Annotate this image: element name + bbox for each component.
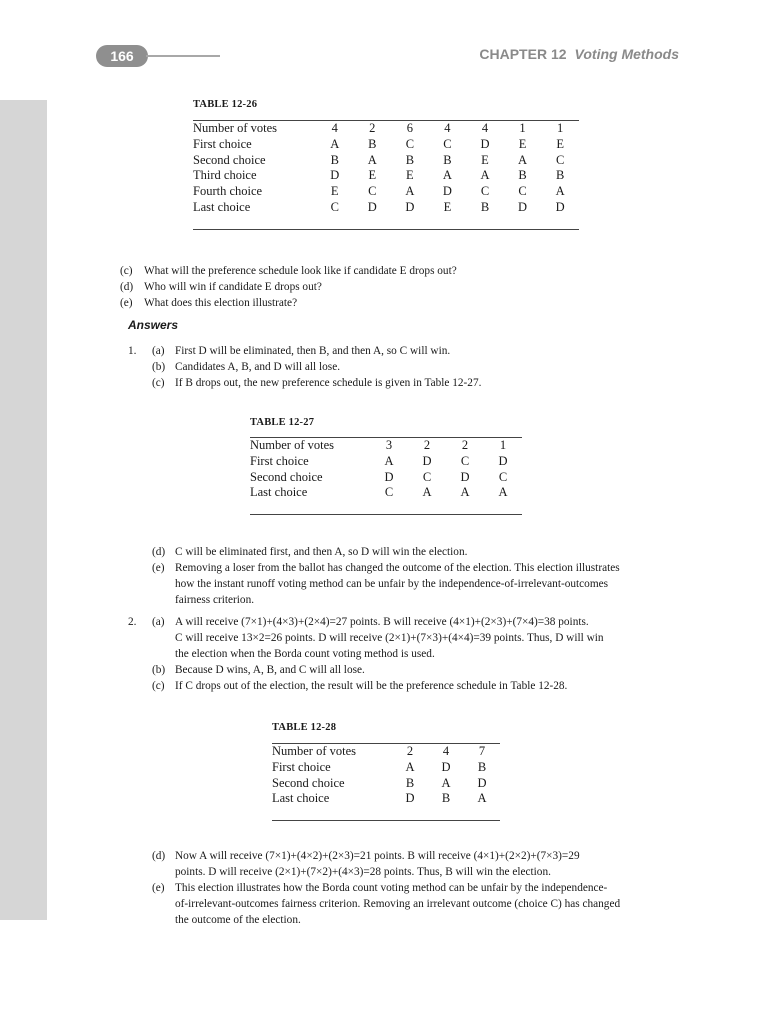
- answer-1-number: 1.: [128, 345, 137, 357]
- answer-1a-label: (a): [152, 345, 165, 357]
- table-row: [193, 184, 579, 200]
- table-row: [193, 121, 579, 137]
- table-row: [193, 200, 579, 229]
- answer-2e-line-2: of-irrelevant-outcomes fairness criterion. Removing an irrelevant outcome (choice C) has changed: [175, 898, 621, 910]
- table-cell: 7: [464, 744, 500, 760]
- table-cell: E: [481, 152, 489, 167]
- row-label: Second choice: [193, 152, 266, 167]
- table-row: [250, 454, 522, 470]
- answer-1b-text: Candidates A, B, and D will all lose.: [175, 361, 341, 373]
- table-cell: 1: [541, 121, 579, 137]
- table-cell: A: [446, 485, 484, 514]
- table-cell: E: [330, 184, 339, 199]
- table-cell: A: [555, 184, 565, 199]
- table-12-26: [193, 120, 579, 230]
- answer-1c-label: (c): [152, 377, 165, 389]
- answer-1a: [152, 343, 451, 359]
- table-cell: B: [466, 200, 504, 229]
- table-cell: 2: [392, 744, 428, 760]
- table-cell: D: [441, 759, 451, 774]
- table-cell: 2: [446, 438, 484, 454]
- table-cell: A: [480, 168, 490, 183]
- table-row: [250, 438, 522, 454]
- table-row: [272, 791, 500, 820]
- table-cell: E: [518, 136, 527, 151]
- table-cell: E: [368, 168, 377, 183]
- question-c-label: (c): [120, 265, 133, 277]
- table-cell: E: [429, 200, 467, 229]
- table-cell: D: [384, 469, 394, 484]
- table-cell: B: [330, 152, 339, 167]
- table-cell: C: [368, 184, 377, 199]
- answer-2e-line-3: the outcome of the election.: [175, 914, 301, 926]
- question-d-text: Who will win if candidate E drops out?: [144, 281, 322, 293]
- answer-2b: [152, 662, 365, 678]
- answer-2a: [152, 614, 604, 660]
- table-cell: A: [408, 485, 446, 514]
- table-cell: A: [484, 485, 522, 514]
- table-cell: 2: [354, 121, 392, 137]
- table-cell: 1: [504, 121, 542, 137]
- table-row: [250, 485, 522, 514]
- table-cell: D: [392, 791, 428, 820]
- answer-1e-label: (e): [152, 562, 165, 574]
- question-d-label: (d): [120, 281, 134, 293]
- answer-1b: [152, 359, 341, 375]
- answer-2a-line-1: A will receive (7×1)+(4×3)+(2×4)=27 points. B will receive (4×1)+(2×3)+(7×4)=38 points.: [175, 616, 589, 628]
- table-cell: C: [555, 152, 565, 167]
- answer-1d-label: (d): [152, 546, 166, 558]
- question-e: [120, 295, 298, 311]
- question-e-text: What does this election illustrate?: [144, 297, 298, 309]
- answer-1b-label: (b): [152, 361, 166, 373]
- page-number: 166: [96, 45, 148, 67]
- answer-2d: [152, 848, 580, 878]
- table-row: [193, 168, 579, 184]
- table-cell: B: [405, 152, 415, 167]
- table-12-27-title: TABLE 12-27: [250, 417, 315, 428]
- table-cell: 3: [370, 438, 408, 454]
- answer-2a-line-3: the election when the Borda count voting method is used.: [175, 648, 435, 660]
- table-cell: 2: [408, 438, 446, 454]
- answers-heading: Answers: [128, 318, 179, 332]
- answer-1d-text: C will be eliminated first, and then A, so D will win the election.: [175, 546, 468, 558]
- row-label: Number of votes: [250, 438, 370, 454]
- table-cell: 1: [484, 438, 522, 454]
- table-cell: D: [330, 168, 340, 183]
- table-cell: E: [406, 168, 414, 183]
- table-cell: B: [555, 168, 565, 183]
- answer-2e-line-1: This election illustrates how the Borda count voting method can be unfair by the independence-: [175, 882, 608, 894]
- row-label: Number of votes: [193, 121, 316, 137]
- row-label: Second choice: [272, 775, 345, 790]
- answer-1d: [152, 544, 468, 560]
- answer-2b-label: (b): [152, 664, 166, 676]
- table-cell: D: [391, 200, 429, 229]
- row-label: Second choice: [250, 469, 323, 484]
- row-label: Last choice: [193, 200, 316, 229]
- table-cell: C: [370, 485, 408, 514]
- answer-1e-line-1: Removing a loser from the ballot has changed the outcome of the election. This election illustrates: [175, 562, 620, 574]
- question-d: [120, 279, 322, 295]
- table-cell: B: [518, 168, 527, 183]
- table-cell: B: [477, 759, 487, 774]
- table-cell: B: [428, 791, 464, 820]
- answer-2d-line-2: points. D will receive (2×1)+(7×2)+(4×3)=28 points. Thus, B will win the election.: [175, 866, 551, 878]
- table-12-28: [272, 743, 500, 821]
- table-cell: D: [422, 453, 432, 468]
- answer-2c-label: (c): [152, 680, 165, 692]
- question-c: [120, 263, 457, 279]
- row-label: Fourth choice: [193, 184, 263, 199]
- row-label: Number of votes: [272, 744, 392, 760]
- table-cell: C: [460, 453, 470, 468]
- answer-1c-text: If B drops out, the new preference schedule is given in Table 12-27.: [175, 377, 482, 389]
- table-12-26-title: TABLE 12-26: [193, 99, 258, 110]
- table-cell: C: [498, 469, 508, 484]
- table-row: [250, 470, 522, 486]
- table-cell: C: [316, 200, 354, 229]
- table-cell: 6: [391, 121, 429, 137]
- table-cell: B: [405, 775, 415, 790]
- table-cell: C: [480, 184, 490, 199]
- table-cell: E: [556, 136, 564, 151]
- table-cell: A: [518, 152, 528, 167]
- row-label: Third choice: [193, 168, 257, 183]
- question-c-text: What will the preference schedule look like if candidate E drops out?: [144, 265, 457, 277]
- table-cell: A: [384, 453, 394, 468]
- table-cell: A: [367, 152, 377, 167]
- answer-1e: [152, 560, 620, 606]
- row-label: First choice: [250, 453, 309, 468]
- table-cell: A: [464, 791, 500, 820]
- row-label: Last choice: [272, 791, 392, 820]
- table-cell: D: [541, 200, 579, 229]
- table-cell: A: [405, 184, 415, 199]
- table-row: [193, 153, 579, 169]
- answer-2d-label: (d): [152, 850, 166, 862]
- table-cell: D: [504, 200, 542, 229]
- table-cell: 4: [316, 121, 354, 137]
- answer-2-number: 2.: [128, 616, 137, 628]
- header-rule: [146, 55, 220, 57]
- table-cell: C: [422, 469, 432, 484]
- table-cell: A: [442, 168, 452, 183]
- table-row: [193, 137, 579, 153]
- chapter-title: Voting Methods: [574, 46, 679, 62]
- table-cell: C: [405, 136, 415, 151]
- question-e-label: (e): [120, 297, 133, 309]
- table-cell: 4: [428, 744, 464, 760]
- table-cell: D: [498, 453, 508, 468]
- answer-2e-label: (e): [152, 882, 165, 894]
- table-cell: D: [480, 136, 490, 151]
- answer-1a-text: First D will be eliminated, then B, and then A, so C will win.: [175, 345, 451, 357]
- table-12-28-title: TABLE 12-28: [272, 722, 337, 733]
- table-cell: A: [330, 136, 340, 151]
- answer-2c: [152, 678, 568, 694]
- answer-1e-line-3: fairness criterion.: [175, 594, 255, 606]
- table-row: [272, 744, 500, 760]
- table-cell: D: [442, 184, 452, 199]
- side-bar: [0, 100, 47, 920]
- table-cell: B: [443, 152, 452, 167]
- table-cell: 4: [466, 121, 504, 137]
- table-row: [272, 776, 500, 792]
- answer-2d-line-1: Now A will receive (7×1)+(4×2)+(2×3)=21 points. B will receive (4×1)+(2×2)+(7×3)=29: [175, 850, 580, 862]
- answer-1e-line-2: how the instant runoff voting method can be unfair by the independence-of-irrelevant-outcomes: [175, 578, 609, 590]
- running-head: [479, 46, 679, 62]
- table-cell: A: [405, 759, 415, 774]
- table-cell: D: [460, 469, 470, 484]
- answer-2e: [152, 880, 621, 926]
- chapter-label: CHAPTER 12: [479, 46, 567, 62]
- table-row: [272, 760, 500, 776]
- answer-1c: [152, 375, 482, 391]
- table-cell: B: [368, 136, 377, 151]
- table-cell: C: [518, 184, 527, 199]
- answer-2b-text: Because D wins, A, B, and C will all lose.: [175, 664, 365, 676]
- answer-2a-line-2: C will receive 13×2=26 points. D will receive (2×1)+(7×3)+(4×4)=39 points. Thus, D will win: [175, 632, 604, 644]
- table-cell: D: [354, 200, 392, 229]
- row-label: First choice: [272, 759, 331, 774]
- table-12-27: [250, 437, 522, 515]
- table-cell: D: [477, 775, 487, 790]
- row-label: Last choice: [250, 485, 370, 514]
- table-cell: 4: [429, 121, 467, 137]
- table-cell: A: [441, 775, 451, 790]
- table-cell: C: [443, 136, 452, 151]
- row-label: First choice: [193, 136, 252, 151]
- answer-2c-text: If C drops out of the election, the result will be the preference schedule in Table 12-28.: [175, 680, 568, 692]
- answer-2a-label: (a): [152, 616, 165, 628]
